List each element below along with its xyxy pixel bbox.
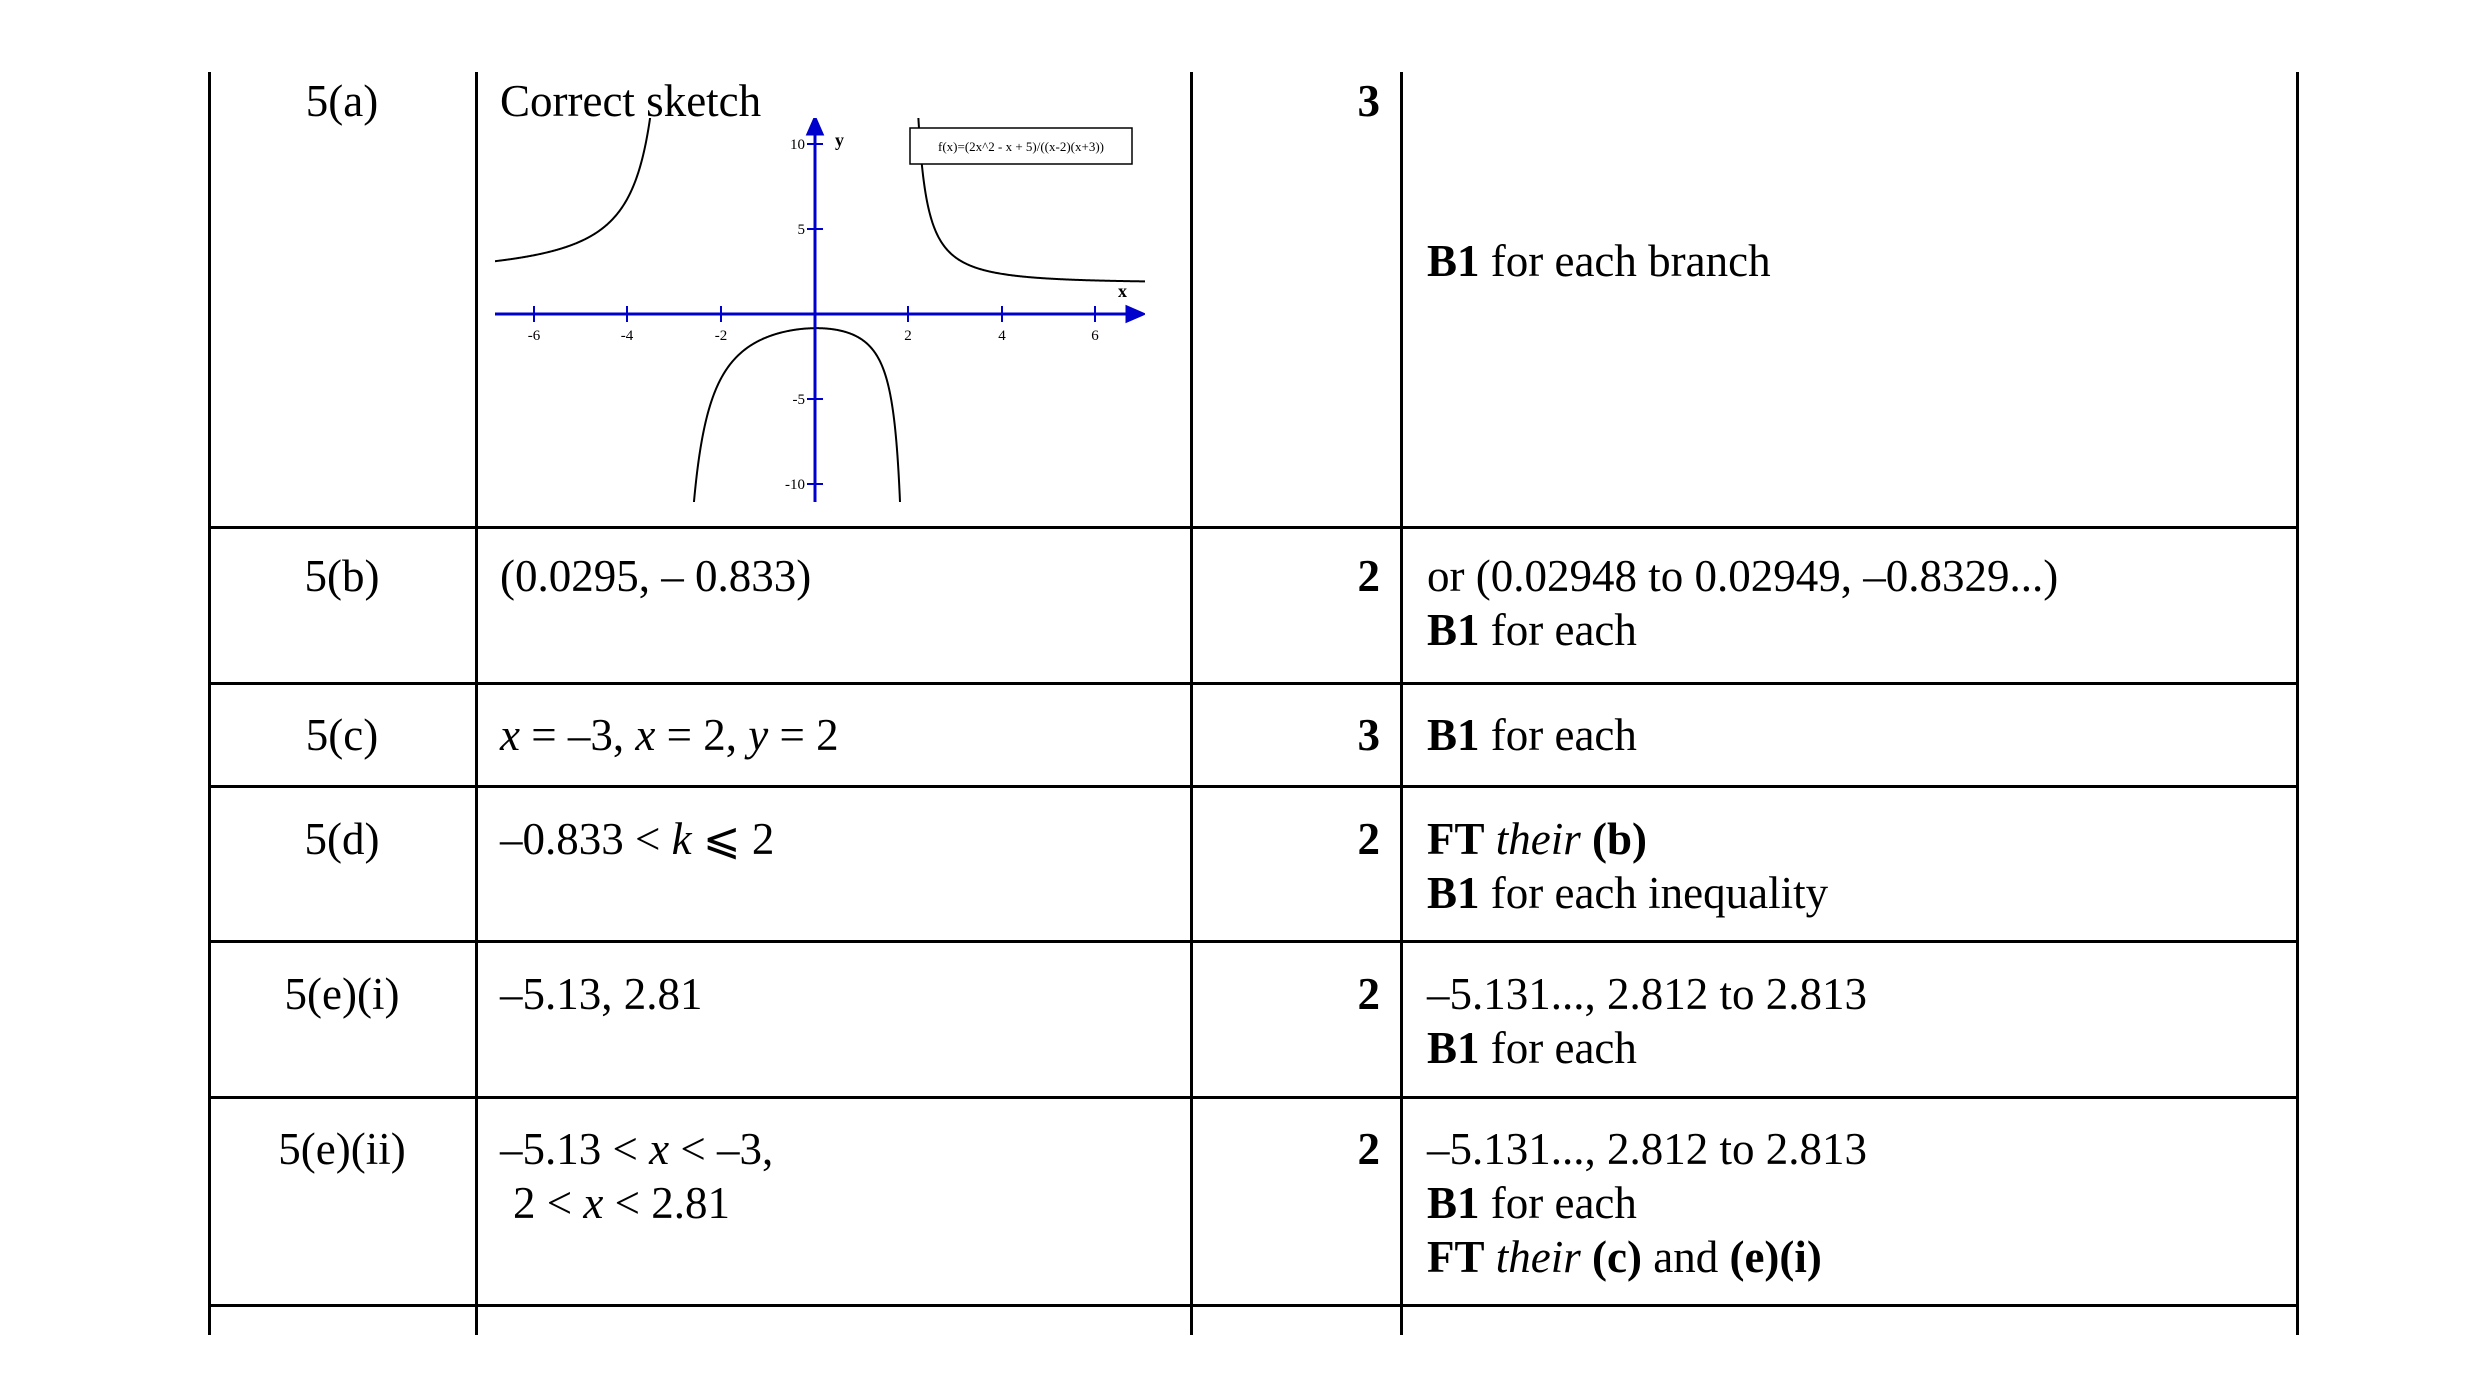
x-tick-label: 6 [1091, 328, 1099, 344]
answer-text [500, 812, 774, 866]
marks-value: 3 [1357, 710, 1380, 760]
mark-code: B1 [1427, 1178, 1480, 1228]
column-divider [1190, 72, 1193, 1335]
mark-code: B1 [1427, 868, 1480, 918]
guidance-line [1427, 812, 1828, 866]
variable: x [649, 1124, 670, 1174]
marks-value: 3 [1357, 76, 1380, 126]
function-sketch [495, 118, 1145, 510]
guidance-line: or (0.02948 to 0.02949, –0.8329...) [1427, 551, 2059, 601]
answer-fragment: = –3, [519, 710, 636, 760]
x-tick-label: -6 [527, 328, 541, 344]
question-number: 5(e)(i) [284, 969, 400, 1019]
part-reference: (e)(i) [1729, 1232, 1822, 1282]
legend-label: f(x)=(2x^2 - x + 5)/((x-2)(x+3)) [938, 139, 1104, 154]
guidance-detail: for each [1479, 1178, 1637, 1228]
x-axis-label: x [1118, 281, 1127, 301]
variable: y [748, 710, 769, 760]
answer-fragment: –5.13 < [500, 1124, 650, 1174]
marks-value: 2 [1357, 551, 1380, 601]
answer-fragment: = 2, [655, 710, 749, 760]
part-reference: (c) [1592, 1232, 1642, 1282]
question-number: 5(d) [304, 814, 380, 864]
mark-code: B1 [1427, 605, 1480, 655]
guidance-line [1427, 1176, 1867, 1230]
column-divider [475, 72, 478, 1335]
x-axis-arrow [1127, 307, 1143, 321]
variable: x [583, 1178, 604, 1228]
marks-value: 2 [1357, 969, 1380, 1019]
graph-svg [495, 118, 1145, 510]
guidance-line [1427, 1021, 1867, 1075]
guidance-text [1427, 967, 1867, 1075]
answer-fragment: ⩽ 2 [691, 814, 775, 864]
guidance-their: their [1495, 814, 1581, 864]
answer-text: (0.0295, – 0.833) [500, 551, 812, 601]
guidance-line [1427, 1230, 1867, 1284]
y-tick-label: 5 [797, 222, 805, 238]
variable: x [635, 710, 656, 760]
y-tick-label: -10 [785, 477, 805, 493]
guidance-line [1427, 603, 2058, 657]
variable: k [671, 814, 692, 864]
question-number: 5(b) [304, 551, 380, 601]
answer-text [500, 1122, 773, 1230]
guidance-detail: for each [1479, 710, 1637, 760]
row-divider [208, 785, 2298, 788]
guidance-line: –5.131..., 2.812 to 2.813 [1427, 1124, 1868, 1174]
mark-code: B1 [1427, 1023, 1480, 1073]
row-divider [208, 1304, 2298, 1307]
answer-fragment: 2 < [513, 1178, 584, 1228]
axes [495, 118, 1143, 502]
guidance-text [1427, 812, 1828, 920]
table-border-left [208, 72, 211, 1335]
guidance-text [1427, 708, 1637, 762]
guidance-detail: for each [1479, 1023, 1637, 1073]
x-tick-label: 2 [904, 328, 912, 344]
question-number: 5(a) [305, 76, 379, 126]
answer-fragment: –0.833 < [500, 814, 672, 864]
variable: x [500, 710, 520, 760]
marks-value: 2 [1357, 814, 1380, 864]
y-tick-label: -5 [792, 392, 805, 408]
row-divider [208, 1096, 2298, 1099]
table-border-right [2296, 72, 2299, 1335]
function-legend [910, 128, 1132, 164]
marks-value: 2 [1357, 1124, 1380, 1174]
answer-text: –5.13, 2.81 [500, 969, 703, 1019]
answer-fragment: < 2.81 [603, 1178, 731, 1228]
guidance-detail: for each [1479, 605, 1637, 655]
y-axis-label: y [835, 130, 844, 150]
guidance-text [1427, 1122, 1867, 1284]
guidance-line [1427, 866, 1828, 920]
row-divider [208, 940, 2298, 943]
part-reference: (b) [1592, 814, 1648, 864]
mark-code: B1 [1427, 710, 1480, 760]
guidance-their: their [1495, 1232, 1581, 1282]
y-axis-arrow [808, 118, 822, 134]
guidance-detail: for each inequality [1479, 868, 1829, 918]
question-number: 5(c) [305, 710, 379, 760]
mark-code: FT [1427, 1232, 1485, 1282]
question-number: 5(e)(ii) [278, 1124, 406, 1174]
guidance-detail: and [1641, 1232, 1730, 1282]
left-branch-curve [495, 118, 663, 261]
answer-line [500, 1176, 773, 1230]
x-tick-label: -4 [620, 328, 634, 344]
answer-text: Correct sketch [500, 76, 762, 126]
row-divider [208, 526, 2298, 529]
row-divider [208, 682, 2298, 685]
x-tick-label: 4 [998, 328, 1006, 344]
x-tick-label: -2 [714, 328, 728, 344]
guidance-text [1427, 549, 2058, 657]
answer-fragment: = 2 [768, 710, 839, 760]
guidance-detail: for each branch [1479, 236, 1771, 286]
guidance-text [1427, 234, 1771, 288]
y-tick-label: 10 [790, 137, 805, 153]
answer-fragment: < –3, [669, 1124, 774, 1174]
mark-code: FT [1427, 814, 1485, 864]
guidance-line: –5.131..., 2.812 to 2.813 [1427, 969, 1868, 1019]
column-divider [1400, 72, 1403, 1335]
answer-text [500, 708, 839, 762]
mark-code: B1 [1427, 236, 1480, 286]
answer-line [500, 1122, 773, 1176]
